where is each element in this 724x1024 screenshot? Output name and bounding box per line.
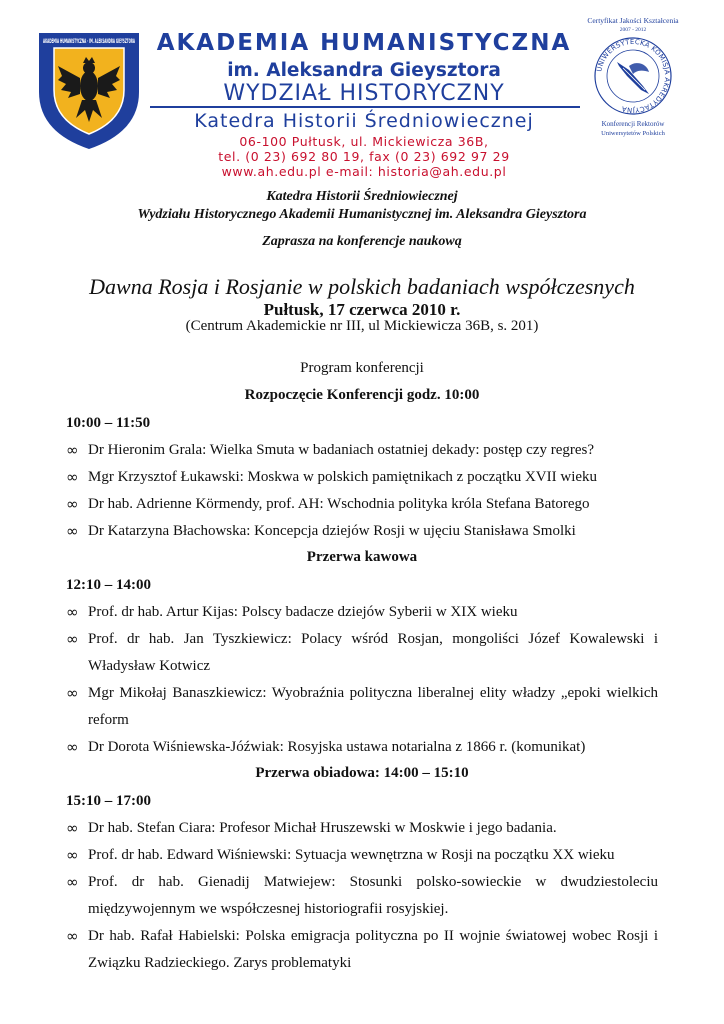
list-item [66, 815, 658, 842]
infinity-bullet-icon: ∞ [66, 819, 79, 837]
invitation-line: Zaprasza na konferencje naukową [262, 234, 462, 249]
talk-text: Mgr Krzysztof Łukawski: Moskwa w polskich pamiętnikach z początku XVII wieku [88, 469, 598, 485]
break-label: Przerwa obiadowa: 14:00 – 15:10 [255, 765, 469, 781]
organizer-department: Katedra Historii Średniowiecznej [266, 189, 458, 204]
list-item [66, 842, 658, 869]
talk-text: Dr Dorota Wiśniewska-Jóźwiak: Rosyjska ustawa notarialna z 1866 r. (komunikat) [88, 739, 586, 755]
talk-text: Dr hab. Stefan Ciara: Profesor Michał Hruszewski w Moskwie i jego badania. [88, 820, 557, 836]
infinity-bullet-icon: ∞ [66, 927, 79, 945]
list-item [66, 734, 658, 761]
talk-text: Prof. dr hab. Artur Kijas: Polscy badacze dziejów Syberii w XIX wieku [88, 604, 518, 620]
infinity-bullet-icon: ∞ [66, 630, 79, 648]
letterhead [0, 0, 724, 185]
session-time: 10:00 – 11:50 [66, 415, 151, 431]
infinity-bullet-icon: ∞ [66, 468, 79, 486]
organizer-block [40, 188, 684, 224]
list-item [66, 464, 658, 491]
department-phone: tel. (0 23) 692 80 19, fax (0 23) 692 97 29 [218, 149, 510, 164]
letterhead-divider [150, 106, 580, 108]
break-label: Przerwa kawowa [306, 549, 418, 565]
department-name: Katedra Historii Średniowiecznej [194, 110, 534, 132]
program-heading: Program konferencji [300, 360, 424, 376]
department-address: 06-100 Pułtusk, ul. Mickiewicza 36B, [239, 134, 489, 149]
conference-venue: (Centrum Akademickie nr III, ul Mickiewicza 36B, s. 201) [185, 318, 539, 334]
talk-text: Prof. dr hab. Gienadij Matwiejew: Stosunki polsko-sowieckie w dwudziestoleciu międzywojennym we współczesnej historiografii rosyjskiej. [88, 874, 658, 917]
talk-text: Dr hab. Rafał Habielski: Polska emigracja polityczna po II wojnie światowej wobec Rosji i Związku Radzieckiego. Zarys problematyki [88, 928, 658, 971]
infinity-bullet-icon: ∞ [66, 846, 79, 864]
list-item [66, 491, 658, 518]
university-patron: im. Aleksandra Gieysztora [227, 60, 501, 81]
university-name: AKADEMIA HUMANISTYCZNA [156, 30, 572, 56]
list-item [66, 869, 658, 923]
talk-text: Prof. dr hab. Jan Tyszkiewicz: Polacy wśród Rosjan, mongoliści Józef Kowalewski i Władysław Kotwicz [88, 631, 658, 674]
infinity-bullet-icon: ∞ [66, 522, 79, 540]
department-web: www.ah.edu.pl e-mail: historia@ah.edu.pl [221, 164, 507, 179]
talk-text: Prof. dr hab. Edward Wiśniewski: Sytuacja wewnętrzna w Rosji na początku XX wieku [88, 847, 615, 863]
pen-nib-icon [617, 62, 649, 94]
infinity-bullet-icon: ∞ [66, 738, 79, 756]
list-item [66, 626, 658, 680]
program-schedule [66, 383, 658, 977]
infinity-bullet-icon: ∞ [66, 873, 79, 891]
infinity-bullet-icon: ∞ [66, 603, 79, 621]
talk-text: Dr Hieronim Grala: Wielka Smuta w badaniach ostatniej dekady: postęp czy regres? [88, 442, 595, 458]
talk-text: Mgr Mikołaj Banaszkiewicz: Wyobraźnia polityczna liberalnej elity władzy „epoki wielkich reform [88, 685, 658, 728]
infinity-bullet-icon: ∞ [66, 495, 79, 513]
list-item [66, 923, 658, 977]
list-item [66, 437, 658, 464]
conference-title: Dawna Rosja i Rosjanie w polskich badaniach współczesnych [89, 274, 635, 299]
talk-text: Dr Katarzyna Błachowska: Koncepcja dziejów Rosji w ujęciu Stanisława Smolki [88, 523, 576, 539]
cert-title: Certyfikat Jakości Kształcenia [587, 16, 679, 25]
infinity-bullet-icon: ∞ [66, 684, 79, 702]
accreditation-seal [583, 14, 683, 144]
organizer-faculty: Wydziału Historycznego Akademii Humanistycznej im. Aleksandra Gieysztora [137, 207, 587, 222]
talk-text: Dr hab. Adrienne Körmendy, prof. AH: Wschodnia polityka króla Stefana Batorego [88, 496, 590, 512]
cert-issuer-line1: Konferencji Rektorów [601, 120, 665, 128]
list-item [66, 518, 658, 545]
faculty-name: WYDZIAŁ HISTORYCZNY [223, 81, 505, 106]
crest-ring-text: AKADEMIA HUMANISTYCZNA · IM. ALEKSANDRA GIEYSZTORA [43, 38, 136, 45]
university-crest-logo [36, 30, 142, 152]
list-item [66, 680, 658, 734]
opening-line: Rozpoczęcie Konferencji godz. 10:00 [244, 387, 480, 403]
cert-years: 2007 - 2012 [619, 27, 647, 33]
session-time: 12:10 – 14:00 [66, 577, 151, 593]
list-item [66, 599, 658, 626]
cert-ring-text: UNIWERSYTECKA KOMISJA AKREDYTACYJNA [595, 37, 672, 115]
infinity-bullet-icon: ∞ [66, 441, 79, 459]
cert-issuer-line2: Uniwersytetów Polskich [601, 130, 665, 137]
conference-date: Pułtusk, 17 czerwca 2010 r. [263, 300, 461, 319]
session-time: 15:10 – 17:00 [66, 793, 151, 809]
